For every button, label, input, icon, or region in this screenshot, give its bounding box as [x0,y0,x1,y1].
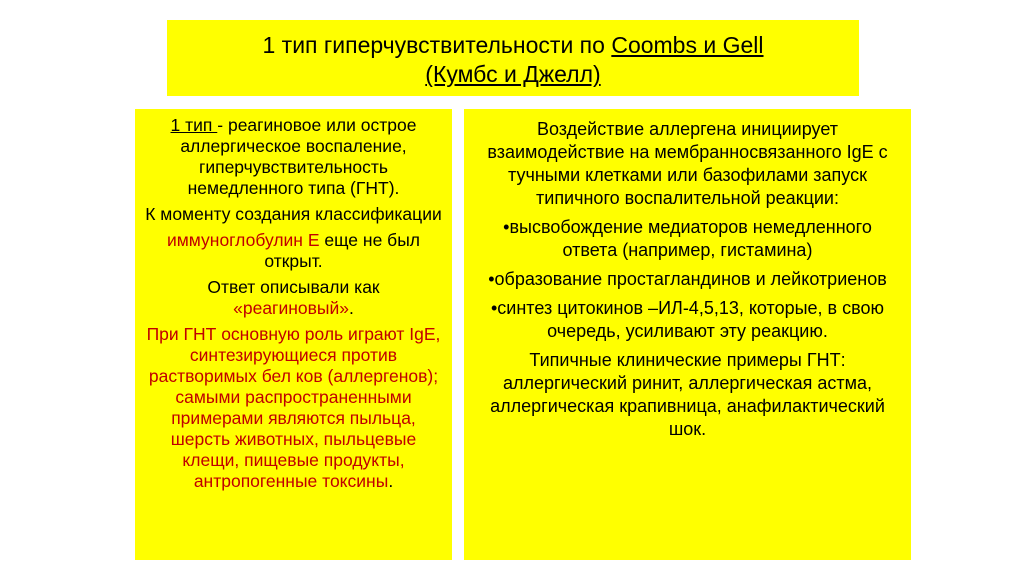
type-term: 1 тип [170,115,218,135]
right-bullet-cytokines: •синтез цитокинов –ИЛ-4,5,13, которые, в свою очередь, усиливают эту реакцию. [490,298,884,341]
title-line-2 [167,60,859,89]
right-bullet-prostaglandins: •образование простагландинов и лейкотриенов [488,269,887,289]
right-paragraph-mechanism: Воздействие аллергена инициирует взаимодействие на мембранносвязанного IgE с тучными клетками или базофилами запуск типичного воспалительной реакции: [487,119,888,208]
left-panel [135,109,452,560]
left-paragraph-definition [145,115,442,199]
reaginic-highlight: «реагиновый» [233,298,349,318]
title-authors: Coombs и Gell [611,32,764,58]
right-bullet-mediators: •высвобождение медиаторов немедленного ответа (например, гистамина) [503,217,872,260]
title-transliteration: (Кумбс и Джелл) [425,61,601,87]
immunoglobulin-rest: еще не был открыт. [264,230,420,271]
ige-role-text: При ГНТ основную роль играют IgE, синтезирующиеся против растворимых бел ков (аллергенов); самыми распространенными примерами являются пыльца, шерсть животных, пыльцевые клещи, пищевые продукты, антропогенные токсины [146,324,441,491]
title-line-1 [167,31,859,60]
title-box [167,20,859,96]
immunoglobulin-highlight: иммуноглобулин Е [167,230,320,250]
right-paragraph-clinical-examples: Типичные клинические примеры ГНТ: аллергический ринит, аллергическая астма, аллергическая крапивница, анафилактический шок. [490,350,885,439]
left-paragraph-immunoglobulin [145,230,442,272]
title-prefix: 1 тип гиперчувствительности по [262,32,612,58]
reaginic-intro: Ответ описывали как [207,277,380,297]
ige-role-dot: . [388,471,394,491]
definition-text: - реагиновое или острое аллергическое воспаление, гиперчувствительность немедленного типа (ГНТ). [180,115,417,198]
right-panel [464,109,911,560]
left-paragraph-reaginic [145,277,442,319]
left-paragraph-classification: К моменту создания классификации [145,204,442,224]
reaginic-dot: . [349,298,354,318]
left-paragraph-ige-role [145,324,442,492]
